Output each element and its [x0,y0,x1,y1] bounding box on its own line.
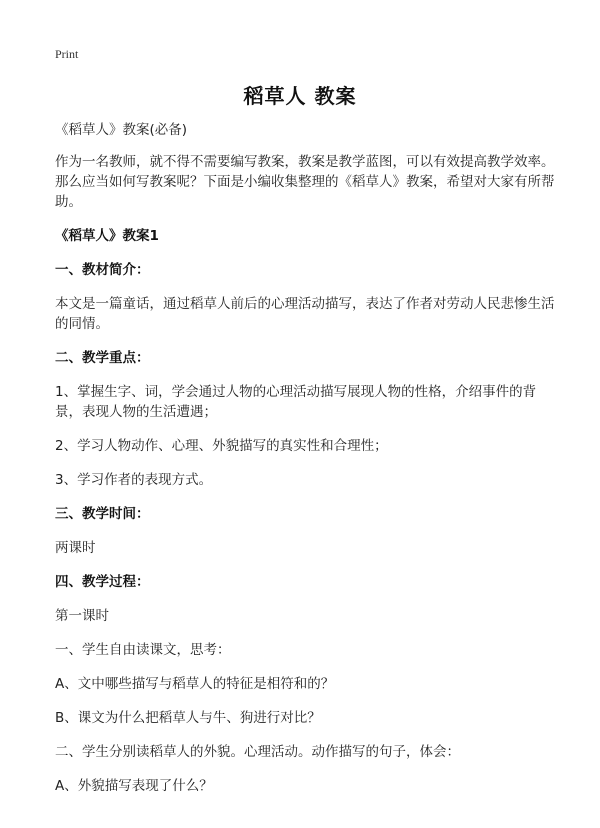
list-item: 一、学生自由读课文，思考： [55,642,231,658]
list-item: 2、学习人物动作、心理、外貌描写的真实性和合理性； [55,438,388,454]
list-item: A、文中哪些描写与稻草人的特征是相符和的？ [55,676,335,692]
section-title: 《稻草人》教案1 [55,228,159,244]
list-item: 1、掌握生字、词，学会通过人物的心理活动描写展现人物的性格，介绍事件的背景，表现人物的生活遭遇； [55,384,537,420]
page-title: 稻草人 教案 [243,84,357,108]
list-item: A、外貌描写表现了什么？ [55,778,213,794]
list-item: B、课文为什么把稻草人与牛、狗进行对比？ [55,710,321,726]
document-subtitle: 《稻草人》教案(必备) [55,122,188,138]
intro-paragraph: 作为一名教师，就不得不需要编写教案，教案是教学蓝图，可以有效提高教学效率。那么应当如何写教案呢？下面是小编收集整理的《稻草人》教案，希望对大家有所帮助。 [55,154,555,210]
textbook-intro-text: 本文是一篇童话，通过稻草人前后的心理活动描写，表达了作者对劳动人民悲惨生活的同情。 [55,296,555,332]
document-body [55,120,555,810]
list-item: 第一课时 [55,608,109,624]
heading-teaching-process: 四、教学过程： [55,574,150,590]
list-item: 二、学生分别读稻草人的外貌。心理活动。动作描写的句子，体会： [55,744,460,760]
print-link[interactable]: Print [55,47,79,61]
heading-textbook-intro: 一、教材简介： [55,262,150,278]
teaching-time-text: 两课时 [55,540,96,556]
heading-teaching-focus: 二、教学重点： [55,350,150,366]
list-item: 3、学习作者的表现方式。 [55,472,213,488]
heading-teaching-time: 三、教学时间： [55,506,150,522]
